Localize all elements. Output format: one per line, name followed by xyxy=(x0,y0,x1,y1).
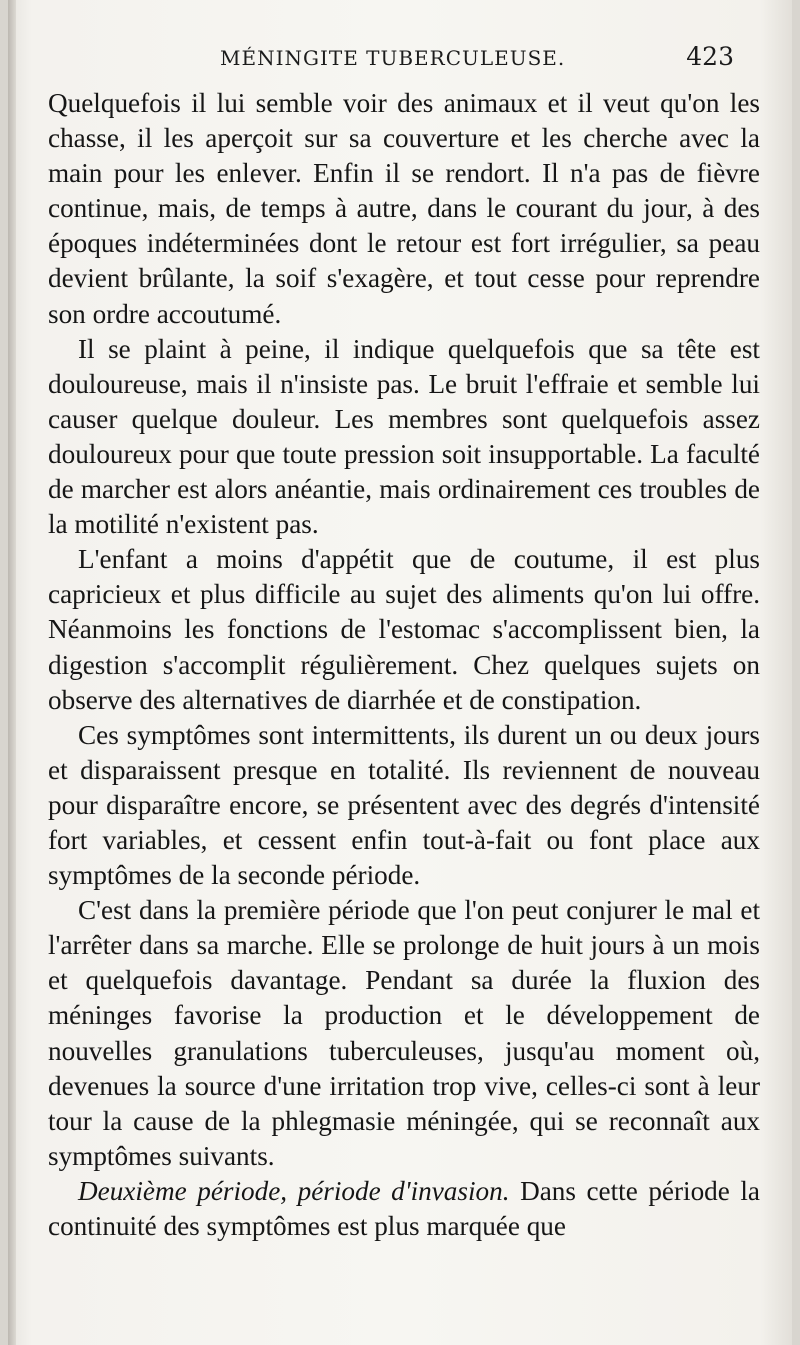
page-binding-edge xyxy=(8,0,16,1345)
paragraph-2: Il se plaint à peine, il indique quelquefois que sa tête est douloureuse, mais il n'insiste pas. Le bruit l'effraie et semble lui causer quelque douleur. Les membres sont quelquefois assez douloureux pour que toute pression soit insupportable. La faculté de marcher est alors anéantie, mais ordinairement ces troubles de la motilité n'existent pas. xyxy=(48,333,760,540)
book-page xyxy=(8,0,792,1345)
paragraph-1: Quelquefois il lui semble voir des animaux et il veut qu'on les chasse, il les aperçoit sur sa couverture et les cherche avec la main pour les enlever. Enfin il se rendort. Il n'a pas de fièvre continue, mais, de temps à autre, dans le courant du jour, à des époques indéterminées dont le retour est fort irrégulier, sa peau devient brûlante, la soif s'exagère, et tout cesse pour reprendre son ordre accoutumé. xyxy=(48,88,760,329)
paragraph-6-text: Dans cette période la continuité des symptômes est plus marquée que xyxy=(48,1175,761,1241)
paragraph-5: C'est dans la première période que l'on peut conjurer le mal et l'arrêter dans sa marche. Elle se prolonge de huit jours à un mois et quelquefois davantage. Pendant sa durée la fluxion des méninges favorise la production et le développement de nouvelles granulations tuberculeuses, jusqu'au moment où, devenues la source d'une irritation trop vive, celles-ci sont à leur tour la cause de la phlegmasie méningée, qui se reconnaît aux symptômes suivants. xyxy=(48,895,760,1171)
running-head xyxy=(8,40,792,76)
paragraph-4: Ces symptômes sont intermittents, ils durent un ou deux jours et disparaissent presque en totalité. Ils reviennent de nouveau pour disparaître encore, se présentent avec des degrés d'intensité fort variables, et cessent enfin tout-à-fait ou font place aux symptômes de la seconde période. xyxy=(48,719,760,891)
body-text xyxy=(48,86,760,1244)
paragraph-6 xyxy=(48,1174,760,1244)
page-number: 423 xyxy=(686,42,734,71)
section-heading-italic: Deuxième période, période d'invasion. xyxy=(78,1175,510,1206)
paragraph-3: L'enfant a moins d'appétit que de coutume, il est plus capricieux et plus difficile au sujet des aliments qu'on lui offre. Néanmoins les fonctions de l'estomac s'accomplissent bien, la digestion s'accomplit régulièrement. Chez quelques sujets on observe des alternatives de diarrhée et de constipation. xyxy=(48,544,760,715)
running-title: MÉNINGITE TUBERCULEUSE. xyxy=(220,46,566,70)
